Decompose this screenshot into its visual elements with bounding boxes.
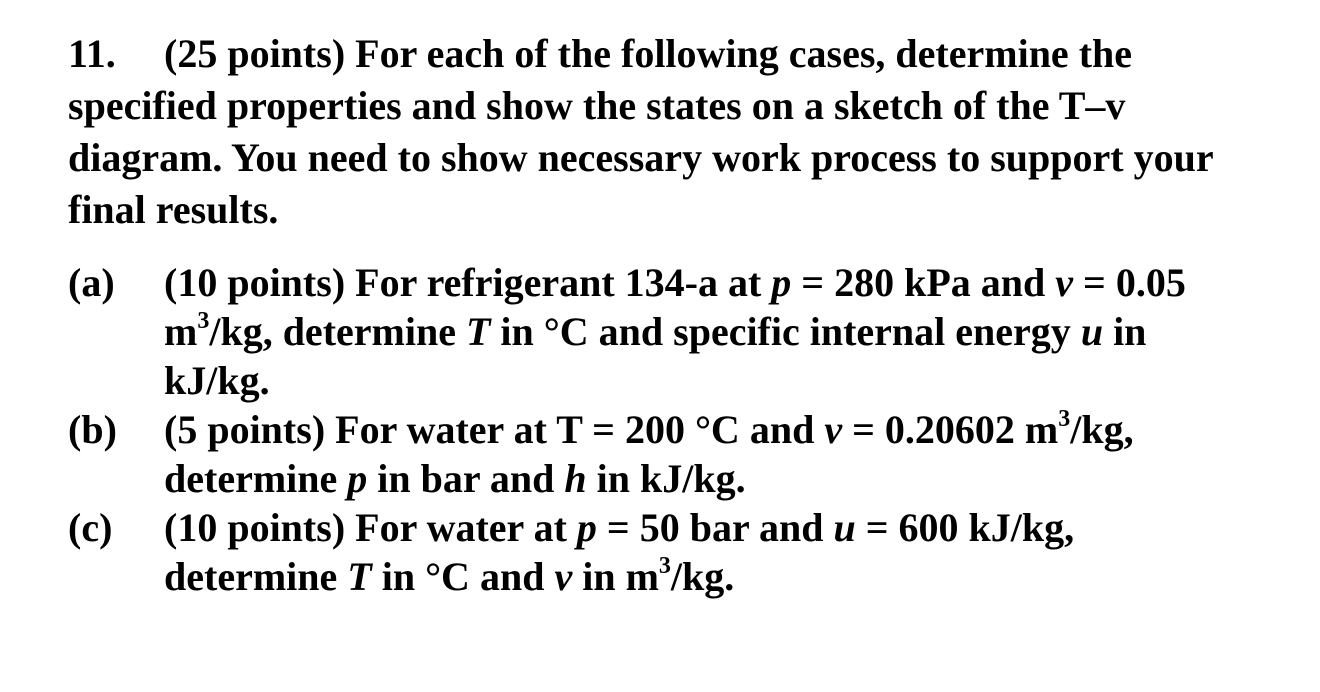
part-text: in °C and specific internal energy — [490, 309, 1081, 354]
part-text: = 0.05 — [1073, 260, 1186, 305]
variable-T: T — [347, 554, 372, 599]
question-text: (25 points) For each of the following cases, determine the — [164, 31, 1133, 76]
part-line — [164, 454, 1308, 503]
superscript: 3 — [1058, 406, 1071, 432]
part-text: = 600 kJ/kg, — [855, 505, 1075, 550]
variable-T: T — [465, 309, 491, 354]
part-line — [164, 503, 1308, 552]
variable-u: u — [833, 505, 856, 550]
question-line — [68, 184, 1308, 236]
part-text: /kg, — [1070, 407, 1134, 452]
problem-document — [68, 28, 1308, 601]
part-c — [68, 503, 1308, 601]
part-label: (a) — [68, 260, 115, 305]
variable-v: v — [554, 554, 573, 599]
question-text: diagram. You need to show necessary work process to support your — [68, 135, 1214, 180]
variable-v: v — [824, 407, 843, 452]
part-line — [164, 552, 1308, 601]
question-11 — [68, 28, 1308, 236]
part-text: in kJ/kg. — [586, 456, 746, 501]
part-line — [164, 307, 1308, 356]
part-a — [68, 258, 1308, 405]
question-line — [68, 28, 1308, 80]
part-text: (10 points) For water at — [164, 505, 577, 550]
question-number: 11. — [68, 31, 116, 76]
part-text: = 0.20602 m — [842, 407, 1059, 452]
superscript: 3 — [658, 553, 671, 579]
part-b — [68, 405, 1308, 503]
part-text: determine — [164, 554, 348, 599]
question-parts — [68, 258, 1308, 601]
variable-v: v — [1055, 260, 1074, 305]
part-text: determine — [164, 456, 348, 501]
part-text: = 50 bar and — [596, 505, 834, 550]
superscript: 3 — [197, 308, 210, 334]
part-text: = 280 kPa and — [791, 260, 1056, 305]
variable-u: u — [1080, 309, 1104, 354]
variable-p: p — [771, 260, 792, 305]
part-text: in m — [572, 554, 659, 599]
part-line — [164, 258, 1308, 307]
part-line — [164, 356, 1308, 405]
part-text: kJ/kg. — [164, 358, 270, 403]
part-text: (5 points) For water at T = 200 °C and — [164, 407, 825, 452]
part-text: in — [1103, 309, 1147, 354]
question-text: final results. — [68, 187, 279, 232]
part-text: in bar and — [367, 456, 565, 501]
part-text: /kg. — [670, 554, 735, 599]
part-text: /kg, determine — [209, 309, 466, 354]
unit-text: m — [164, 309, 198, 354]
question-line — [68, 132, 1308, 184]
part-text: (10 points) For refrigerant 134-a at — [164, 260, 772, 305]
part-text: in °C and — [371, 554, 555, 599]
part-label: (c) — [68, 505, 113, 550]
variable-h: h — [564, 456, 587, 501]
part-line — [164, 405, 1308, 454]
variable-p: p — [347, 456, 368, 501]
variable-p: p — [576, 505, 597, 550]
part-label: (b) — [68, 407, 117, 452]
question-text: specified properties and show the states on a sketch of the T–v — [68, 83, 1126, 128]
question-line — [68, 80, 1308, 132]
